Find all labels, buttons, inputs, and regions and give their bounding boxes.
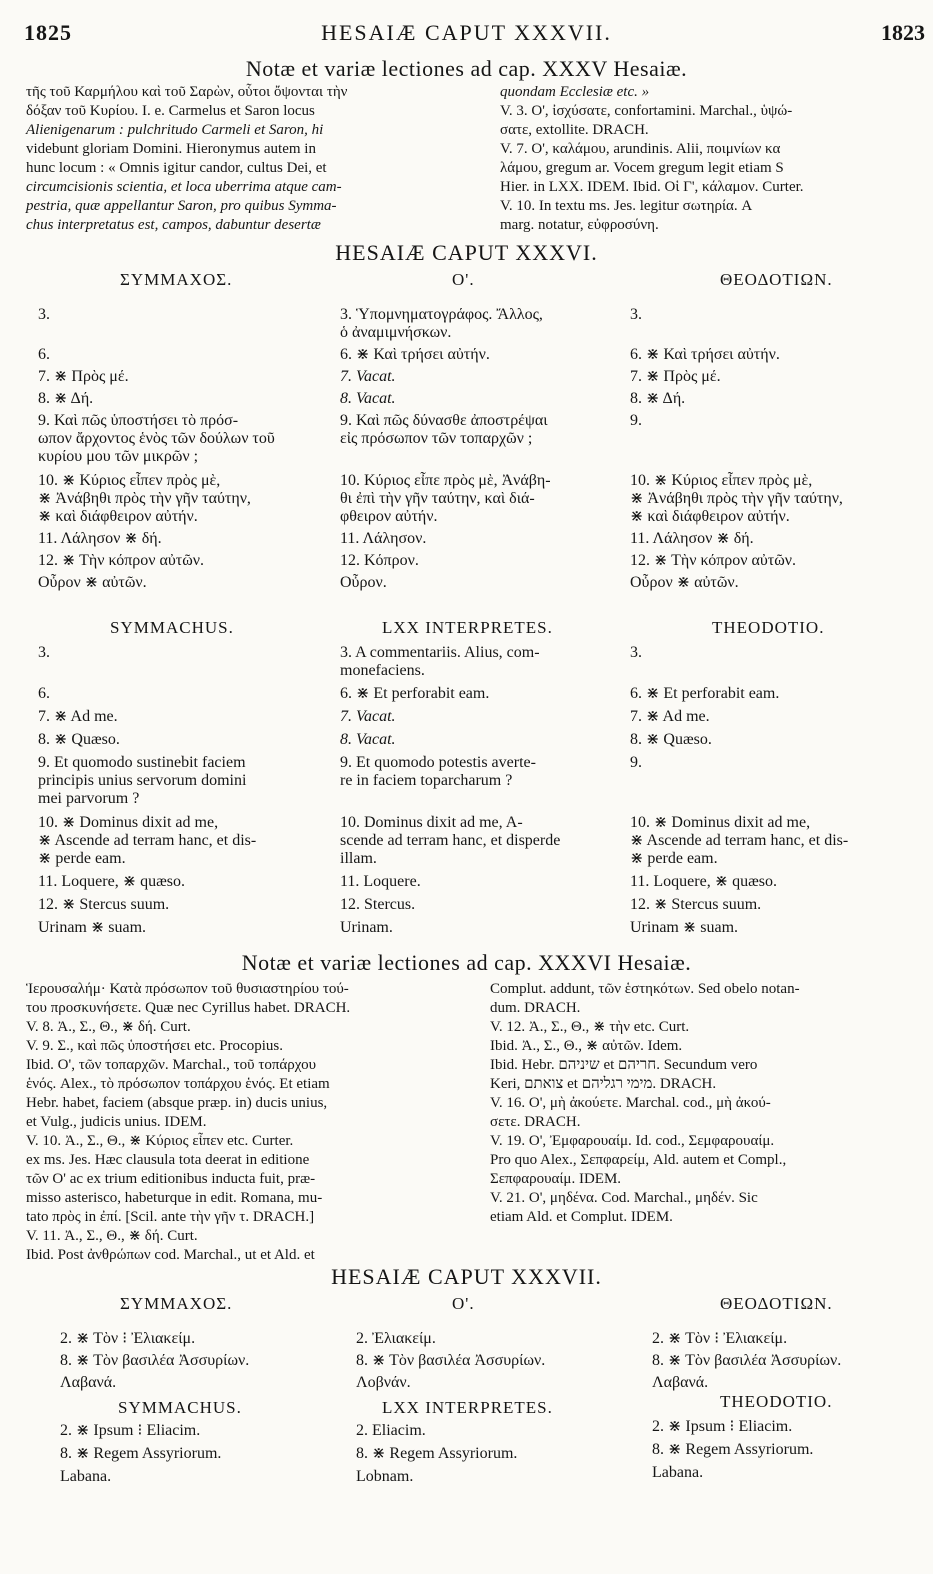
note-line: V. 10. In textu ms. Jes. legitur σωτηρία. A bbox=[500, 198, 753, 214]
verse-line: Lobnam. bbox=[356, 1468, 414, 1485]
verse-line: ωπον ἄρχοντος ἑνὸς τῶν δούλων τοῦ bbox=[38, 430, 275, 447]
verse-line: 6. ⋇ Et perforabit eam. bbox=[340, 685, 490, 702]
note-line: σατε, extollite. DRACH. bbox=[500, 122, 649, 138]
note-line: V. 21. O', μηδένα. Cod. Marchal., μηδέν. Sic bbox=[490, 1190, 758, 1206]
verse-line: 12. Stercus. bbox=[340, 896, 416, 913]
note-line: V. 8. Ἀ., Σ., Θ., ⋇ δή. Curt. bbox=[26, 1019, 191, 1035]
verse-line: 11. Loquere, ⋇ quæso. bbox=[38, 873, 186, 890]
note-line: σετε. DRACH. bbox=[490, 1114, 581, 1130]
verse-line: 10. Dominus dixit ad me, A- bbox=[340, 814, 523, 831]
verse-line: 8. ⋇ Τὸν βασιλέα Ἀσσυρίων. bbox=[652, 1352, 842, 1369]
note-line: dum. DRACH. bbox=[490, 1000, 581, 1016]
verse-line: 2. ⋇ Τὸν ⁝ Ἐλιακείμ. bbox=[652, 1330, 788, 1347]
verse-line: Urinam ⋇ suam. bbox=[38, 919, 147, 936]
verse-line: mei parvorum ? bbox=[38, 790, 140, 807]
cap37-greek-head-theodotion: ΘΕΟΔΟΤΙΩΝ. bbox=[720, 1294, 833, 1313]
verse-line bbox=[340, 790, 560, 808]
verse-line: 12. ⋇ Stercus suum. bbox=[38, 896, 170, 913]
note-line: ἑνός. Alex., τὸ πρόσωπον τοπάρχου ἑνός. Et etiam bbox=[26, 1076, 330, 1092]
verse-line: ⋇ Ἀνάβηθι πρὸς τὴν γῆν ταύτην, bbox=[630, 490, 843, 507]
verse-line: 12. ⋇ Τὴν κόπρον αὐτῶν. bbox=[630, 552, 796, 569]
note-line: τῶν O' ac ex trium editionibus inducta fuit, præ- bbox=[26, 1171, 316, 1187]
verse-line: 12. ⋇ Stercus suum. bbox=[630, 896, 762, 913]
verse-line: 8. ⋇ Regem Assyriorum. bbox=[652, 1441, 814, 1458]
verse-line bbox=[38, 662, 256, 680]
note-line: V. 10. Ἀ., Σ., Θ., ⋇ Κύριος εἶπεν etc. Curter. bbox=[26, 1133, 294, 1149]
verse-line: 8. ⋇ Δή. bbox=[38, 390, 94, 407]
verse-line: 11. Loquere, ⋇ quæso. bbox=[630, 873, 778, 890]
verse-line: 8. ⋇ Τὸν βασιλέα Ἀσσυρίων. bbox=[356, 1352, 546, 1369]
verse-line: 11. Λάλησον ⋇ δή. bbox=[38, 530, 162, 547]
verse-line: 10. ⋇ Dominus dixit ad me, bbox=[630, 814, 811, 831]
verse-line: Urinam ⋇ suam. bbox=[630, 919, 739, 936]
verse-line: 7. ⋇ Πρὸς μέ. bbox=[38, 368, 129, 385]
note-line: Σεπφαρουαίμ. IDEM. bbox=[490, 1171, 622, 1187]
verse-line: Urinam. bbox=[340, 919, 393, 936]
verse-line: 8. ⋇ Regem Assyriorum. bbox=[356, 1445, 518, 1462]
verse-line: ὁ ἀναμιμνήσκων. bbox=[340, 324, 452, 341]
verse-line: Labana. bbox=[60, 1468, 112, 1485]
verse-line: Λαβανά. bbox=[652, 1374, 709, 1391]
note-line: V. 12. Ἀ., Σ., Θ., ⋇ τὴν etc. Curt. bbox=[490, 1019, 690, 1035]
note-line: Ibid. O', τῶν τοπαρχῶν. Marchal., τοῦ τοπάρχου bbox=[26, 1057, 317, 1073]
verse-line: ⋇ perde eam. bbox=[38, 850, 126, 867]
cap37-latin-head-theodotion: THEODOTIO. bbox=[720, 1392, 833, 1411]
verse-line bbox=[630, 324, 843, 342]
notes36-right-column bbox=[490, 980, 910, 1227]
cap36-heading: HESAIÆ CAPUT XXXVI. bbox=[335, 240, 598, 265]
verse-line: 9. bbox=[630, 754, 642, 771]
note-line: δόξαν τοῦ Κυρίου. I. e. Carmelus et Saron locus bbox=[26, 103, 315, 119]
verse-line: 2. ⋇ Ipsum ⁝ Eliacim. bbox=[652, 1418, 793, 1435]
note-line: chus interpretatus est, campos, dabuntur desertæ bbox=[26, 217, 321, 233]
verse-line: 11. Λάλησον ⋇ δή. bbox=[630, 530, 754, 547]
verse-line: 2. ⋇ Τὸν ⁝ Ἐλιακείμ. bbox=[60, 1330, 196, 1347]
notes35-right-column bbox=[500, 83, 926, 235]
verse-line: 7. Vacat. bbox=[340, 708, 396, 725]
verse-line: monefaciens. bbox=[340, 662, 425, 679]
verse-line: 3. bbox=[38, 644, 50, 661]
verse-line: 7. Vacat. bbox=[340, 368, 396, 385]
verse-line: Λαβανά. bbox=[60, 1374, 117, 1391]
note-line: Ibid. Post ἀνθρώπων cod. Marchal., ut et Ald. et bbox=[26, 1247, 315, 1263]
verse-line: principis unius servorum domini bbox=[38, 772, 247, 789]
verse-line: 3. bbox=[630, 306, 642, 323]
note-line: V. 7. O', καλάμου, arundinis. Alii, ποιμνίων κα bbox=[500, 141, 781, 157]
note-line: pestria, quæ appellantur Saron, pro quibus Symma- bbox=[26, 198, 337, 214]
verse-line: εἰς πρόσωπον τῶν τοπαρχῶν ; bbox=[340, 430, 533, 447]
cap36-greek-head-symmachus: ΣΥΜΜΑΧΟΣ. bbox=[120, 270, 233, 289]
cap36-latin-lxx bbox=[340, 644, 560, 937]
verse-line: ⋇ Ἀνάβηθι πρὸς τὴν γῆν ταύτην, bbox=[38, 490, 251, 507]
verse-line: 6. ⋇ Et perforabit eam. bbox=[630, 685, 780, 702]
cap37-greek-theodotion bbox=[652, 1330, 841, 1392]
notes36-heading: Notæ et variæ lectiones ad cap. XXXVI Hesaiæ. bbox=[241, 950, 692, 975]
verse-line: ⋇ Ascende ad terram hanc, et dis- bbox=[630, 832, 849, 849]
note-line: Hier. in LXX. IDEM. Ibid. Oἱ Γ', κάλαμον. Curter. bbox=[500, 179, 804, 195]
note-line: marg. notatur, εὐφροσύνη. bbox=[500, 217, 659, 233]
note-line: λάμου, gregum ar. Vocem gregum legit etiam S bbox=[500, 160, 784, 176]
verse-line: 2. Eliacim. bbox=[356, 1422, 426, 1439]
verse-line: 8. Vacat. bbox=[340, 731, 396, 748]
cap36-latin-theodotion bbox=[630, 644, 848, 937]
note-line: V. 19. O', Ἐμφαρουαίμ. Id. cod., Σεμφαρουαίμ. bbox=[490, 1133, 775, 1149]
verse-line: scende ad terram hanc, et disperde bbox=[340, 832, 561, 849]
verse-line: 6. bbox=[38, 346, 50, 363]
note-line: Pro quo Alex., Σεπφαρείμ, Ald. autem et Compl., bbox=[490, 1152, 787, 1168]
verse-line: 8. ⋇ Regem Assyriorum. bbox=[60, 1445, 222, 1462]
note-line: et Vulg., judicis unius. IDEM. bbox=[26, 1114, 207, 1130]
note-line: V. 11. Ἀ., Σ., Θ., ⋇ δή. Curt. bbox=[26, 1228, 198, 1244]
cap37-greek-head-lxx: Ο'. bbox=[452, 1294, 475, 1313]
verse-line: 10. ⋇ Κύριος εἶπεν πρὸς μὲ, bbox=[38, 472, 221, 489]
verse-line: 8. Vacat. bbox=[340, 390, 396, 407]
verse-line: 9. Καὶ πῶς δύνασθε ἀποστρέψαι bbox=[340, 412, 548, 429]
verse-line: Labana. bbox=[652, 1464, 704, 1481]
verse-line bbox=[38, 324, 275, 342]
verse-line: re in faciem toparcharum ? bbox=[340, 772, 513, 789]
verse-line: 9. Καὶ πῶς ὑποστήσει τὸ πρόσ- bbox=[38, 412, 239, 429]
note-line: tato πρὸς in ἐπί. [Scil. ante τὴν γῆν τ. DRACH.] bbox=[26, 1209, 315, 1225]
note-line: V. 16. O', μὴ ἀκούετε. Marchal. cod., μὴ ἀκού- bbox=[490, 1095, 771, 1111]
verse-line: 8. ⋇ Quæso. bbox=[630, 731, 712, 748]
note-line: misso asterisco, habeturque in edit. Romana, mu- bbox=[26, 1190, 323, 1206]
note-line: ex ms. Jes. Hæc clausula tota deerat in editione bbox=[26, 1152, 310, 1168]
verse-line: 9. bbox=[630, 412, 642, 429]
verse-line: 8. ⋇ Quæso. bbox=[38, 731, 120, 748]
verse-line: 10. ⋇ Dominus dixit ad me, bbox=[38, 814, 219, 831]
note-line: Keri, צואתם et מימי רגליהם. DRACH. bbox=[490, 1076, 717, 1092]
running-head bbox=[0, 20, 933, 50]
verse-line: 11. Loquere. bbox=[340, 873, 421, 890]
cap37-latin-symmachus bbox=[60, 1422, 221, 1486]
cap37-greek-head-symmachus: ΣΥΜΜΑΧΟΣ. bbox=[120, 1294, 233, 1313]
verse-line bbox=[340, 448, 551, 466]
note-line: circumcisionis scientia, et loca uberrima atque cam- bbox=[26, 179, 342, 195]
cap36-latin-head-theodotion: THEODOTIO. bbox=[712, 618, 825, 637]
note-line: του προσκυνήσετε. Quæ nec Cyrillus habet. DRACH. bbox=[26, 1000, 351, 1016]
verse-line: 2. ⋇ Ipsum ⁝ Eliacim. bbox=[60, 1422, 201, 1439]
cap36-greek-head-theodotion: ΘΕΟΔΟΤΙΩΝ. bbox=[720, 270, 833, 289]
page-number-left: 1825 bbox=[24, 20, 72, 45]
cap36-latin-head-lxx: LXX INTERPRETES. bbox=[382, 618, 553, 637]
verse-line: ⋇ καὶ διάφθειρον αὐτήν. bbox=[630, 508, 790, 525]
verse-line: Οὖρον ⋇ αὐτῶν. bbox=[630, 574, 739, 591]
verse-line: 10. ⋇ Κύριος εἶπεν πρὸς μὲ, bbox=[630, 472, 813, 489]
cap36-latin-head-symmachus: SYMMACHUS. bbox=[110, 618, 234, 637]
cap37-heading: HESAIÆ CAPUT XXXVII. bbox=[331, 1264, 602, 1289]
note-line: V. 9. Σ., καὶ πῶς ὑποστήσει etc. Procopius. bbox=[26, 1038, 283, 1054]
verse-line: 11. Λάλησον. bbox=[340, 530, 427, 547]
note-line: videbunt gloriam Domini. Hieronymus autem in bbox=[26, 141, 316, 157]
cap37-greek-symmachus bbox=[60, 1330, 249, 1392]
note-line: Ibid. Ἀ., Σ., Θ., ⋇ αὐτῶν. Idem. bbox=[490, 1038, 683, 1054]
verse-line: 9. Et quomodo potestis averte- bbox=[340, 754, 536, 771]
verse-line: ⋇ perde eam. bbox=[630, 850, 718, 867]
verse-line: 2. Ἐλιακείμ. bbox=[356, 1330, 436, 1347]
verse-line: ⋇ καὶ διάφθειρον αὐτήν. bbox=[38, 508, 198, 525]
verse-line: θι ἐπὶ τὴν γῆν ταύτην, καὶ διά- bbox=[340, 490, 535, 507]
verse-line bbox=[630, 772, 848, 790]
verse-line: 3. bbox=[38, 306, 50, 323]
verse-line: illam. bbox=[340, 850, 377, 867]
verse-line: 9. Et quomodo sustinebit faciem bbox=[38, 754, 246, 771]
verse-line: 10. Κύριος εἶπε πρὸς μὲ, Ἀνάβη- bbox=[340, 472, 551, 489]
cap36-latin-symmachus bbox=[38, 644, 256, 937]
note-line: τῆς τοῦ Καρμήλου καὶ τοῦ Σαρὼν, οὗτοι ὄψονται τὴν bbox=[26, 84, 348, 100]
note-line: Complut. addunt, τῶν ἑστηκότων. Sed obelo notan- bbox=[490, 981, 800, 997]
notes35-heading: Notæ et variæ lectiones ad cap. XXXV Hesaiæ. bbox=[245, 56, 688, 81]
cap37-latin-head-lxx: LXX INTERPRETES. bbox=[382, 1398, 553, 1417]
verse-line bbox=[630, 790, 848, 808]
note-line: etiam Ald. et Complut. IDEM. bbox=[490, 1209, 673, 1225]
note-line: Ἱερουσαλήμ· Κατὰ πρόσωπον τοῦ θυσιαστηρίου τού- bbox=[26, 981, 349, 997]
verse-line: Λοβνάν. bbox=[356, 1374, 411, 1391]
verse-line: ⋇ Ascende ad terram hanc, et dis- bbox=[38, 832, 257, 849]
verse-line bbox=[630, 662, 848, 680]
cap36-greek-theodotion bbox=[630, 306, 843, 592]
verse-line: 7. ⋇ Ad me. bbox=[38, 708, 118, 725]
cap37-latin-lxx bbox=[356, 1422, 517, 1486]
verse-line: 12. ⋇ Τὴν κόπρον αὐτῶν. bbox=[38, 552, 204, 569]
verse-line: 6. ⋇ Καὶ τρήσει αὐτήν. bbox=[630, 346, 780, 363]
cap37-greek-lxx bbox=[356, 1330, 545, 1392]
verse-line: 3. bbox=[630, 644, 642, 661]
cap36-greek-lxx bbox=[340, 306, 551, 592]
verse-line: 3. A commentariis. Alius, com- bbox=[340, 644, 540, 661]
verse-line bbox=[630, 448, 843, 466]
verse-line: 7. ⋇ Ad me. bbox=[630, 708, 710, 725]
cap37-latin-theodotion bbox=[652, 1418, 813, 1482]
verse-line: φθειρον αὐτήν. bbox=[340, 508, 438, 525]
note-line: hunc locum : « Omnis igitur candor, cultus Dei, et bbox=[26, 160, 327, 176]
note-line: Ibid. Hebr. שיניהם et חריהם. Secundum vero bbox=[490, 1057, 758, 1073]
notes36-left-column bbox=[26, 980, 472, 1265]
verse-line bbox=[630, 430, 843, 448]
note-line: V. 3. O', ἰσχύσατε, confortamini. Marchal., ὑψώ- bbox=[500, 103, 793, 119]
verse-line: 8. ⋇ Τὸν βασιλέα Ἀσσυρίων. bbox=[60, 1352, 250, 1369]
notes35-left-column bbox=[26, 83, 472, 235]
cap36-greek-head-lxx: Ο'. bbox=[452, 270, 475, 289]
verse-line: Οὖρον. bbox=[340, 574, 387, 591]
verse-line: 7. ⋇ Πρὸς μέ. bbox=[630, 368, 721, 385]
note-line: Hebr. habet, faciem (absque præp. in) ducis unius, bbox=[26, 1095, 328, 1111]
page-number-right: 1823 bbox=[881, 20, 925, 45]
verse-line: 6. bbox=[38, 685, 50, 702]
running-title: HESAIÆ CAPUT XXXVII. bbox=[321, 20, 612, 45]
cap37-latin-head-symmachus: SYMMACHUS. bbox=[118, 1398, 242, 1417]
verse-line: κυρίου μου τῶν μικρῶν ; bbox=[38, 448, 199, 465]
verse-line: 3. Ὑπομνηματογράφος. Ἄλλος, bbox=[340, 306, 543, 323]
verse-line: 6. ⋇ Καὶ τρήσει αὐτήν. bbox=[340, 346, 490, 363]
verse-line: 8. ⋇ Δή. bbox=[630, 390, 686, 407]
verse-line: Οὖρον ⋇ αὐτῶν. bbox=[38, 574, 147, 591]
verse-line: 12. Κόπρον. bbox=[340, 552, 419, 569]
note-line: quondam Ecclesiæ etc. » bbox=[500, 84, 650, 100]
note-line: Alienigenarum : pulchritudo Carmeli et Saron, hi bbox=[26, 122, 324, 138]
cap36-greek-symmachus bbox=[38, 306, 275, 592]
